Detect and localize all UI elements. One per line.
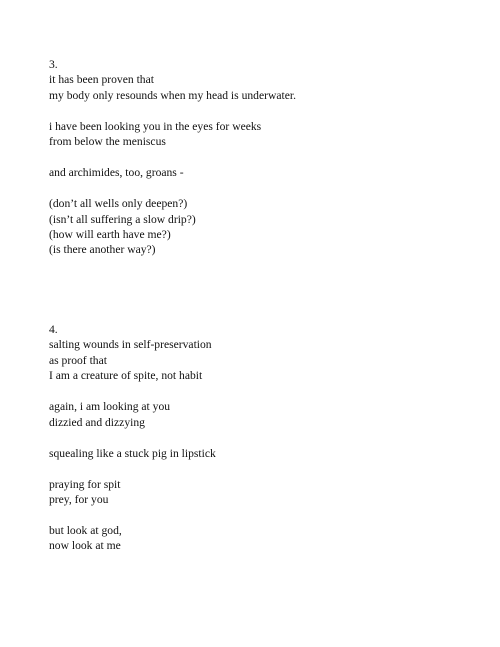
stanza-break: [49, 430, 216, 446]
stanza-break: [49, 384, 216, 400]
poem-line: (isn’t all suffering a slow drip?): [49, 212, 196, 226]
poem-line: prey, for you: [49, 492, 109, 506]
section-number: 4.: [49, 323, 58, 336]
poem-line: I am a creature of spite, not habit: [49, 369, 203, 383]
stanza-break: [49, 103, 296, 119]
poem-line: but look at god,: [49, 523, 122, 537]
poem-line: from below the meniscus: [49, 135, 166, 149]
poem-line: praying for spit: [49, 477, 121, 491]
poem-line: i have been looking you in the eyes for weeks: [49, 119, 262, 133]
poem-section-3: [49, 57, 296, 258]
poem-line: (how will earth have me?): [49, 227, 171, 241]
poem-line: squealing like a stuck pig in lipstick: [49, 446, 216, 460]
poem-line: and archimides, too, groans -: [49, 166, 184, 180]
section-number: 3.: [49, 58, 58, 71]
poem-line: again, i am looking at you: [49, 400, 171, 414]
poem-line: (is there another way?): [49, 243, 156, 257]
poem-section-4: [49, 322, 216, 554]
stanza-break: [49, 507, 216, 523]
poem-line: it has been proven that: [49, 73, 154, 87]
poem-line: (don’t all wells only deepen?): [49, 197, 188, 211]
poem-line: now look at me: [49, 539, 121, 553]
stanza-break: [49, 461, 216, 477]
poem-line: as proof that: [49, 353, 107, 367]
poem-line: dizzied and dizzying: [49, 415, 145, 429]
stanza-break: [49, 150, 296, 166]
stanza-break: [49, 181, 296, 197]
poem-line: my body only resounds when my head is underwater.: [49, 88, 296, 102]
poem-line: salting wounds in self-preservation: [49, 338, 212, 352]
